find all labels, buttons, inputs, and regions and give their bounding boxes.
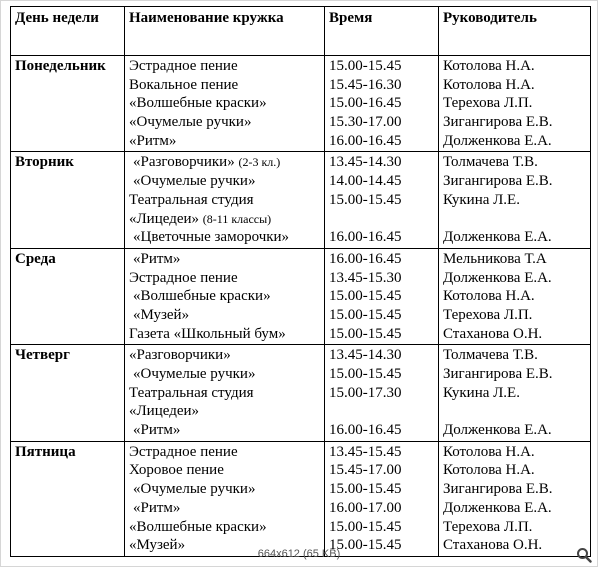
club-entry: [129, 402, 324, 421]
name-text: Театральная студия: [129, 384, 254, 401]
club-entry: [129, 250, 324, 269]
leader-text: Долженкова Е.А.: [443, 269, 552, 286]
leader-text: Зигангирова Е.В.: [443, 114, 553, 131]
leader-text: Зигангирова Е.В.: [443, 173, 553, 190]
time-entry: [329, 325, 438, 344]
name-text: «Музей»: [129, 537, 186, 554]
leader-entry: [443, 132, 590, 151]
time-entry: [329, 113, 438, 132]
leader-entry: [443, 113, 590, 132]
time-text: 14.00-14.45: [329, 173, 402, 190]
leader-entry: [443, 191, 590, 210]
leader-text: Зигангирова Е.В.: [443, 481, 553, 498]
name-text: «Лицедеи»: [129, 403, 200, 420]
leader-entry: [443, 365, 590, 384]
day-cell: Вторник: [11, 152, 125, 248]
name-text: «Очумелые ручки»: [133, 366, 256, 382]
leader-entry: [443, 210, 590, 229]
header-club-name: Наименование кружка: [125, 7, 325, 56]
leader-text: Котолова Н.А.: [443, 462, 535, 479]
image-size-label: 664x612 (65 KB): [257, 548, 341, 560]
club-note: (2-3 кл.): [238, 155, 281, 170]
time-entry: [329, 461, 438, 480]
name-text: Театральная студия: [129, 191, 254, 208]
time-text: 13.45-14.30: [329, 347, 402, 364]
name-text: Хоровое пение: [129, 462, 224, 479]
leader-text: Стаханова О.Н.: [443, 325, 543, 342]
magnifier-icon[interactable]: [576, 547, 592, 563]
club-entry: [129, 113, 324, 132]
leader-text: Котолова Н.А.: [443, 58, 535, 74]
day-cell: Пятница: [11, 441, 125, 556]
leader-text: Мельникова Т.А: [443, 250, 547, 267]
leader-cell: [439, 56, 591, 152]
name-text: Эстрадное пение: [129, 443, 238, 460]
leader-text: Долженкова Е.А.: [443, 499, 552, 516]
club-entry: [129, 153, 324, 172]
time-entry: [329, 57, 438, 76]
name-text: «Лицедеи»: [129, 210, 200, 227]
leader-entry: [443, 76, 590, 95]
time-entry: [329, 250, 438, 269]
time-text: 15.00-15.45: [329, 325, 402, 342]
time-entry: [329, 346, 438, 365]
time-text: 13.45-15.45: [329, 443, 402, 460]
leader-text: Долженкова Е.А.: [443, 422, 552, 439]
leader-cell: [439, 152, 591, 248]
club-entry: [129, 172, 324, 191]
time-text: 16.00-16.45: [329, 422, 402, 439]
leader-entry: [443, 94, 590, 113]
name-text: Газета «Школьный бум»: [129, 325, 286, 342]
time-cell: [325, 152, 439, 248]
leader-entry: [443, 57, 590, 76]
leader-entry: [443, 384, 590, 403]
leader-text: Котолова Н.А.: [443, 76, 535, 93]
time-entry: [329, 421, 438, 440]
time-entry: [329, 210, 438, 229]
leader-text: Терехова Л.П.: [443, 95, 533, 112]
leader-entry: [443, 269, 590, 288]
club-entry: [129, 94, 324, 113]
leader-entry: [443, 346, 590, 365]
club-name-cell: [125, 56, 325, 152]
club-entry: [129, 76, 324, 95]
time-entry: [329, 402, 438, 421]
name-text: «Музей»: [133, 306, 190, 323]
header-leader: Руководитель: [439, 7, 591, 56]
time-entry: [329, 499, 438, 518]
leader-entry: [443, 499, 590, 518]
leader-cell: [439, 441, 591, 556]
day-row: [11, 56, 591, 152]
time-text: 15.00-15.45: [329, 288, 402, 305]
leader-entry: [443, 480, 590, 499]
time-entry: [329, 172, 438, 191]
club-entry: [129, 191, 324, 210]
leader-entry: [443, 325, 590, 344]
time-entry: [329, 76, 438, 95]
leader-text: Зигангирова Е.В.: [443, 366, 553, 382]
club-entry: [129, 57, 324, 76]
leader-cell: [439, 248, 591, 344]
name-text: «Цветочные заморочки»: [133, 229, 290, 246]
club-entry: [129, 306, 324, 325]
time-text: 15.45-17.00: [329, 462, 402, 479]
header-day: День недели: [11, 7, 125, 56]
header-time: Время: [325, 7, 439, 56]
leader-entry: [443, 153, 590, 172]
name-text: «Разговорчики»: [133, 154, 235, 171]
name-text: «Очумелые ручки»: [129, 114, 252, 131]
club-entry: [129, 287, 324, 306]
leader-entry: [443, 402, 590, 421]
time-text: 16.00-16.45: [329, 250, 402, 267]
time-text: 15.00-15.45: [329, 366, 402, 382]
time-text: 15.00-15.45: [329, 537, 402, 554]
day-cell: Понедельник: [11, 56, 125, 152]
leader-text: Толмачева Т.В.: [443, 347, 538, 364]
time-text: 16.00-16.45: [329, 132, 402, 149]
club-entry: [129, 228, 324, 247]
time-text: 15.00-15.45: [329, 306, 402, 323]
club-entry: [129, 461, 324, 480]
day-row: [11, 152, 591, 248]
time-cell: [325, 345, 439, 441]
day-row: [11, 248, 591, 344]
time-text: 15.45-16.30: [329, 76, 402, 93]
leader-text: Долженкова Е.А.: [443, 229, 552, 246]
day-row: [11, 345, 591, 441]
club-name-cell: [125, 152, 325, 248]
leader-entry: [443, 443, 590, 462]
time-entry: [329, 480, 438, 499]
time-entry: [329, 306, 438, 325]
time-text: 16.00-17.00: [329, 499, 402, 516]
name-text: «Ритм»: [129, 132, 177, 149]
club-entry: [129, 346, 324, 365]
club-entry: [129, 421, 324, 440]
name-text: «Очумелые ручки»: [133, 173, 256, 190]
club-entry: [129, 132, 324, 151]
name-text: «Ритм»: [133, 250, 181, 267]
leader-text: Котолова Н.А.: [443, 443, 535, 460]
club-entry: [129, 480, 324, 499]
leader-text: Долженкова Е.А.: [443, 132, 552, 149]
club-note: (8-11 классы): [202, 211, 272, 226]
time-text: 13.45-14.30: [329, 154, 402, 171]
day-row: [11, 441, 591, 556]
club-name-cell: [125, 345, 325, 441]
time-entry: [329, 443, 438, 462]
time-cell: [325, 248, 439, 344]
time-text: 15.00-15.45: [329, 481, 402, 498]
time-text: 13.45-15.30: [329, 269, 402, 286]
time-entry: [329, 518, 438, 537]
name-text: Эстрадное пение: [129, 269, 238, 286]
time-entry: [329, 365, 438, 384]
club-entry: [129, 443, 324, 462]
header-row: [11, 7, 591, 56]
leader-entry: [443, 421, 590, 440]
time-text: 15.00-17.30: [329, 384, 402, 401]
name-text: «Ритм»: [133, 499, 181, 516]
name-text: «Волшебные краски»: [129, 518, 267, 535]
club-name-cell: [125, 248, 325, 344]
leader-cell: [439, 345, 591, 441]
leader-text: Стаханова О.Н.: [443, 537, 543, 554]
schedule-table: [10, 6, 591, 557]
time-cell: [325, 441, 439, 556]
name-text: «Ритм»: [133, 422, 181, 439]
time-text: 16.00-16.45: [329, 229, 402, 246]
time-text: 15.00-15.45: [329, 58, 402, 74]
time-cell: [325, 56, 439, 152]
time-entry: [329, 191, 438, 210]
time-entry: [329, 384, 438, 403]
time-entry: [329, 153, 438, 172]
time-text: 15.00-15.45: [329, 518, 402, 535]
leader-entry: [443, 250, 590, 269]
club-entry: [129, 384, 324, 403]
time-entry: [329, 132, 438, 151]
club-entry: [129, 499, 324, 518]
leader-entry: [443, 518, 590, 537]
leader-entry: [443, 306, 590, 325]
leader-text: Котолова Н.А.: [443, 288, 535, 305]
club-entry: [129, 210, 324, 229]
leader-text: Кукина Л.Е.: [443, 191, 520, 208]
leader-entry: [443, 287, 590, 306]
leader-text: Кукина Л.Е.: [443, 384, 520, 401]
status-bar: [0, 544, 598, 567]
time-entry: [329, 269, 438, 288]
time-entry: [329, 228, 438, 247]
time-entry: [329, 94, 438, 113]
leader-text: Толмачева Т.В.: [443, 154, 538, 171]
leader-entry: [443, 172, 590, 191]
day-cell: Среда: [11, 248, 125, 344]
name-text: «Разговорчики»: [129, 347, 231, 364]
club-entry: [129, 325, 324, 344]
time-text: 15.00-16.45: [329, 95, 402, 112]
name-text: «Волшебные краски»: [133, 288, 271, 305]
name-text: Эстрадное пение: [129, 58, 238, 74]
leader-entry: [443, 228, 590, 247]
club-entry: [129, 269, 324, 288]
name-text: «Очумелые ручки»: [133, 481, 256, 498]
time-entry: [329, 287, 438, 306]
leader-text: Терехова Л.П.: [443, 518, 533, 535]
day-cell: Четверг: [11, 345, 125, 441]
leader-entry: [443, 461, 590, 480]
club-entry: [129, 365, 324, 384]
club-name-cell: [125, 441, 325, 556]
name-text: Вокальное пение: [129, 76, 239, 93]
time-text: 15.00-15.45: [329, 191, 402, 208]
club-entry: [129, 518, 324, 537]
name-text: «Волшебные краски»: [129, 95, 267, 112]
leader-text: Терехова Л.П.: [443, 306, 533, 323]
time-text: 15.30-17.00: [329, 114, 402, 131]
